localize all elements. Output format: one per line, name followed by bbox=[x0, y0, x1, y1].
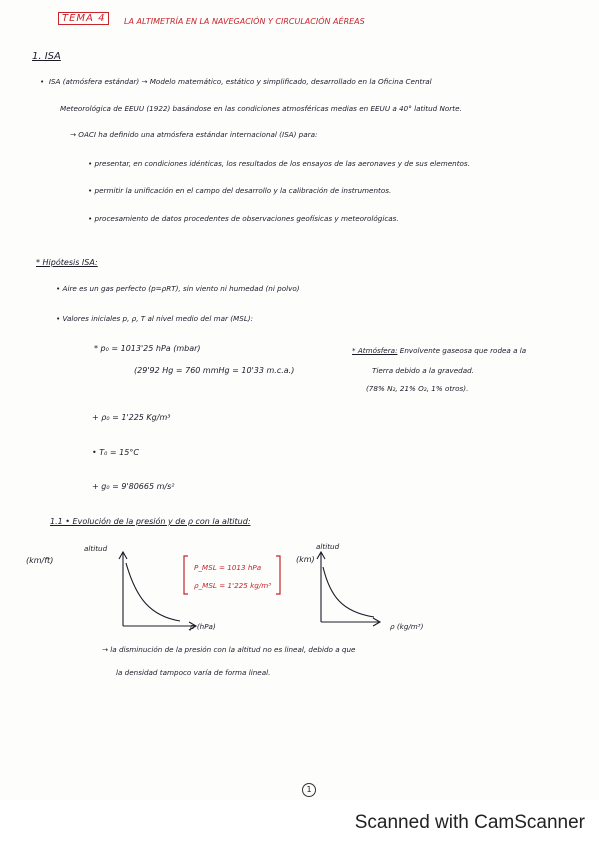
hypotheses-heading: * Hipótesis ISA: bbox=[36, 258, 98, 267]
scanner-watermark: Scanned with CamScanner bbox=[354, 812, 585, 833]
right-graph-ylabel: altitud bbox=[316, 542, 340, 551]
isa-definition-line-1: • ISA (atmósfera estándar) → Modelo matemático, estático y simplificado, desarrollado en la Oficina Central bbox=[40, 77, 432, 86]
subsection-heading: 1.1 • Evolución de la presión y de ρ con la altitud: bbox=[50, 517, 251, 526]
p-msl-value: P_MSL = 1013 hPa bbox=[194, 563, 262, 572]
hypothesis-item: • Aire es un gas perfecto (p=ρRT), sin viento ni humedad (ni polvo) bbox=[56, 284, 300, 293]
t0-value: • T₀ = 15°C bbox=[92, 448, 139, 457]
section-heading-isa: 1. ISA bbox=[32, 51, 61, 62]
g0-value: + g₀ = 9'80665 m/s² bbox=[92, 482, 175, 491]
left-graph-ylabel: altitud bbox=[84, 544, 108, 553]
purpose-item: • procesamiento de datos procedentes de observaciones geofísicas y meteorológicas. bbox=[88, 214, 399, 223]
rho0-value: + ρ₀ = 1'225 Kg/m³ bbox=[92, 413, 171, 422]
purpose-item: • presentar, en condiciones idénticas, los resultados de los ensayos de las aeronaves y de sus elementos. bbox=[88, 159, 470, 168]
left-graph-xlabel: p (hPa) bbox=[190, 622, 216, 631]
p0-equivalents: (29'92 Hg = 760 mmHg = 10'33 m.c.a.) bbox=[134, 366, 295, 375]
isa-definition-line-2: Meteorológica de EEUU (1922) basándose en las condiciones atmosféricas medias en EEUU a 40° latitud Norte. bbox=[60, 104, 462, 113]
atmosphere-note-composition: (78% N₂, 21% O₂, 1% otros). bbox=[366, 384, 469, 393]
conclusion-line-2: la densidad tampoco varía de forma lineal. bbox=[116, 668, 271, 677]
right-graph-xlabel: ρ (kg/m³) bbox=[390, 622, 424, 631]
tema-label: TEMA 4 bbox=[58, 12, 109, 25]
right-graph-density-curve bbox=[323, 567, 374, 617]
msl-box-brackets bbox=[184, 556, 280, 594]
hypothesis-item: • Valores iniciales p, ρ, T al nivel medio del mar (MSL): bbox=[56, 314, 254, 323]
right-graph-yunit: (km) bbox=[296, 555, 315, 564]
rho-msl-value: ρ_MSL = 1'225 kg/m³ bbox=[194, 581, 272, 590]
atmosphere-note-title: * Atmósfera: Envolvente gaseosa que rodea a la bbox=[352, 346, 527, 355]
left-graph-yunit: (km/ft) bbox=[26, 556, 54, 565]
p0-value: * p₀ = 1013'25 hPa (mbar) bbox=[94, 344, 201, 353]
atmosphere-note-line: Tierra debido a la gravedad. bbox=[372, 366, 474, 375]
conclusion-line-1: → la disminución de la presión con la altitud no es lineal, debido a que bbox=[102, 645, 356, 654]
page-title: LA ALTIMETRÍA EN LA NAVEGACIÓN Y CIRCULACIÓN AÉREAS bbox=[124, 17, 365, 26]
page-number: 1 bbox=[302, 783, 316, 797]
left-graph-pressure-curve bbox=[126, 563, 180, 621]
right-graph-axes bbox=[317, 552, 380, 626]
purpose-item: • permitir la unificación en el campo del desarrollo y la calibración de instrumentos. bbox=[88, 186, 392, 195]
oaci-line: → OACI ha definido una atmósfera estándar internacional (ISA) para: bbox=[70, 130, 318, 139]
